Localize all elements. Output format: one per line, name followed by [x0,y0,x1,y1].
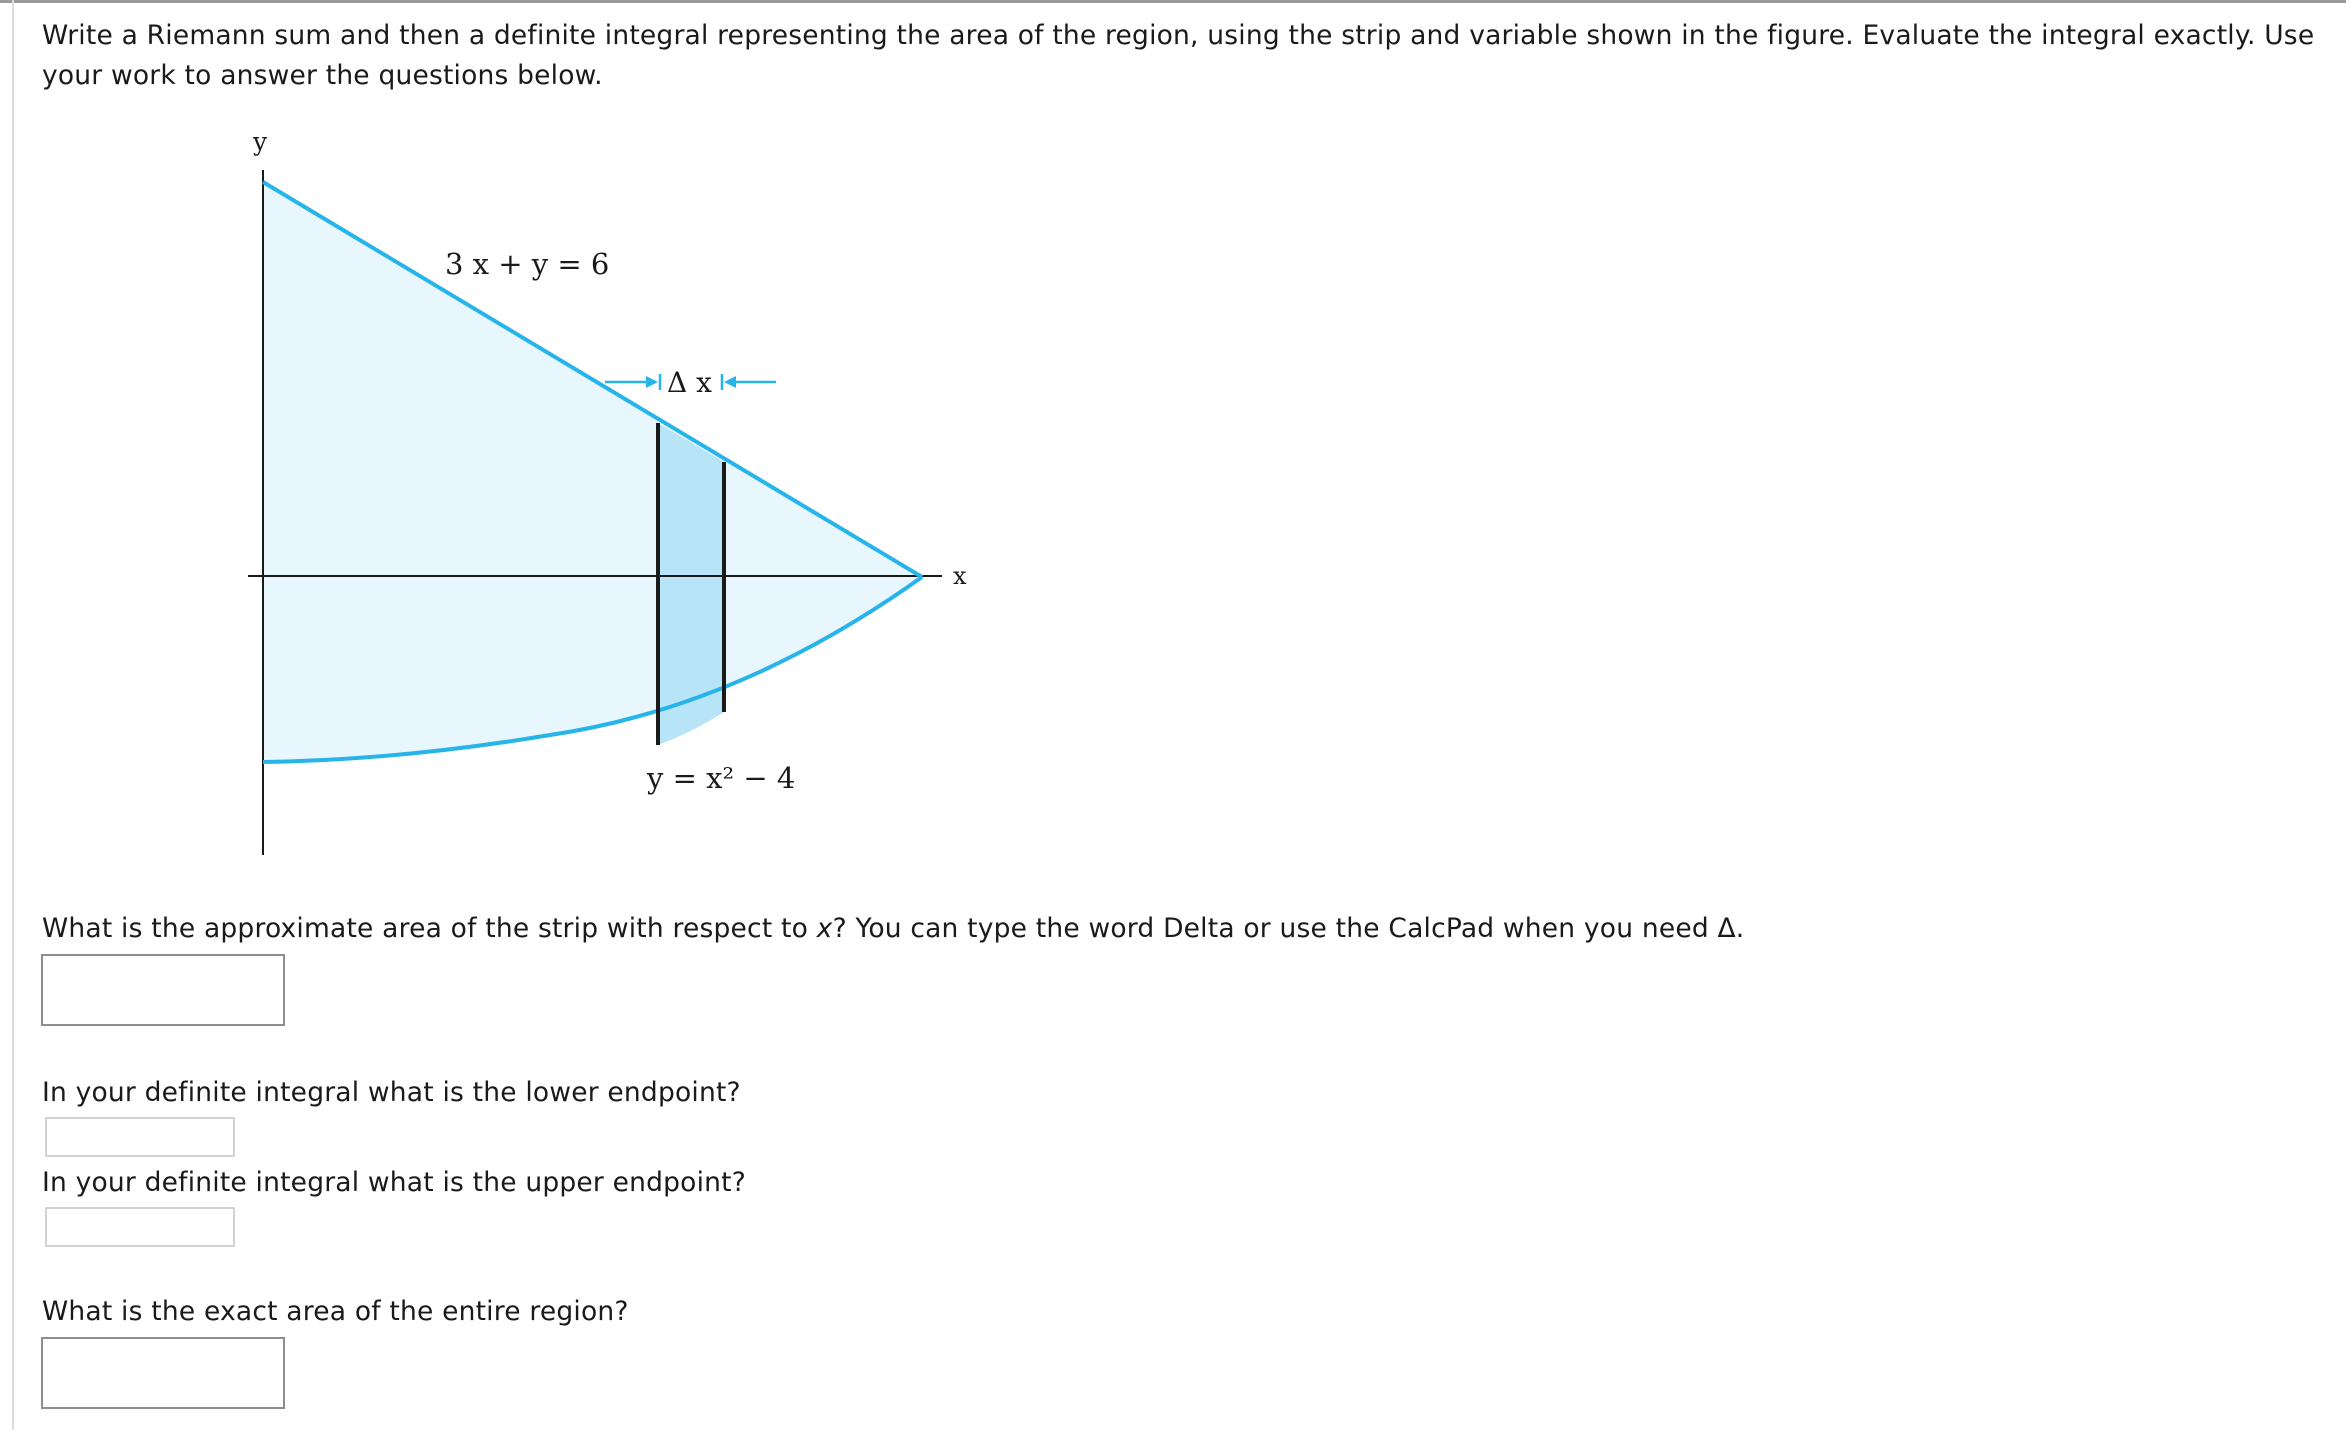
x-axis-label: x [953,562,967,590]
region-figure [220,120,980,860]
y-axis-label: y [253,127,268,156]
delta-x-label: Δ x [667,366,712,399]
curve-equation-label: y = x² − 4 [647,761,796,795]
upper-endpoint-input[interactable] [45,1207,235,1247]
question-upper-endpoint: In your definite integral what is the upper endpoint? [42,1167,746,1198]
top-divider [0,0,2346,3]
exact-area-input[interactable] [41,1337,285,1409]
strip-fill [658,423,724,745]
region-diagram [220,120,980,860]
problem-instructions: Write a Riemann sum and then a definite integral representing the area of the region, using the strip and variable shown in the figure. Evaluate the integral exactly. Use your work to answer the questions below. [42,20,2315,91]
question-strip-area-before: What is the approximate area of the strip with respect to [42,913,817,944]
question-lower-endpoint: In your definite integral what is the lower endpoint? [42,1077,741,1108]
delta-arrow-right-head [724,376,736,388]
delta-arrow-left-head [646,376,658,388]
lower-endpoint-input[interactable] [45,1117,235,1157]
question-strip-area [42,912,1744,946]
question-strip-area-after: ? You can type the word Delta or use the CalcPad when you need Δ. [832,913,1745,944]
question-strip-area-variable: x [816,913,833,944]
line-equation-label: 3 x + y = 6 [445,247,610,281]
left-divider [12,0,14,1430]
strip-area-input[interactable] [41,954,285,1026]
question-exact-area: What is the exact area of the entire region? [42,1296,629,1327]
